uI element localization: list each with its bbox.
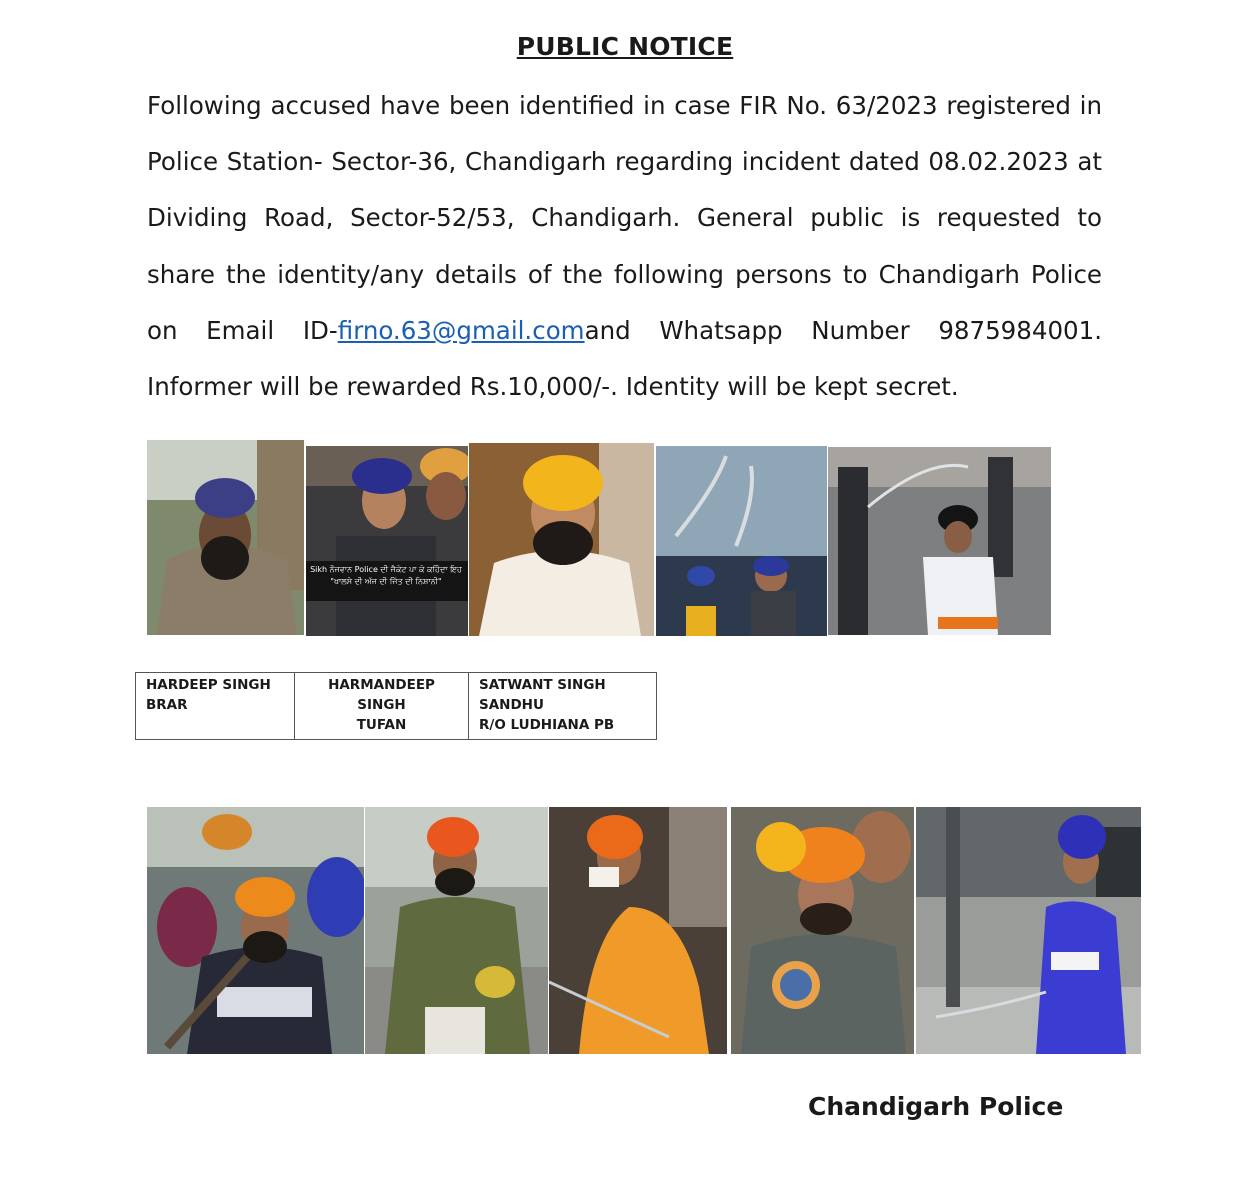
photo-caption: Sikh ਨੌਜਵਾਨ Police ਦੀ ਜੈਕੇਟ ਪਾ ਕੇ ਕਹਿੰਦਾ ਇਹ "ਖਾਲਸੇ ਦੀ ਅੱਜ ਦੀ ਜਿੱਤ ਦੀ ਨਿਸ਼ਾਨੀ" xyxy=(310,565,462,586)
photo-accused-5 xyxy=(365,807,548,1054)
name-cell-3: SATWANT SINGH SANDHU R/O LUDHIANA PB xyxy=(469,673,657,740)
photo-accused-6 xyxy=(549,807,727,1054)
notice-text-part1: Following accused have been identified in case FIR No. 63/2023 registered in Police Station- Sector-36, Chandigarh regarding incident dated 08.02.2023 at Dividing Road, Sector-52/53, Chandigarh. General public is requested to share the identity/any details of the following persons to Chandigarh Police on Email ID- xyxy=(147,91,1102,345)
name-cell-2: HARMANDEEP SINGH TUFAN xyxy=(295,673,469,740)
notice-body xyxy=(147,78,1102,415)
notice-title: PUBLIC NOTICE xyxy=(516,32,734,61)
photo-accused-4 xyxy=(147,807,364,1054)
photo-hardeep-singh-brar xyxy=(147,440,304,635)
email-link[interactable]: firno.63@gmail.com xyxy=(337,315,585,345)
photo-accused-7 xyxy=(731,807,914,1054)
name-cell-1: HARDEEP SINGH BRAR xyxy=(136,673,295,740)
notice-text-part2: and Whatsapp Number 9875984001. Informer will be rewarded Rs.10,000/-. Identity will be kept secret. xyxy=(147,315,1102,402)
photo-crowd-swords-1 xyxy=(656,446,827,636)
names-table xyxy=(135,672,657,740)
photo-accused-8 xyxy=(916,807,1141,1054)
photo-satwant-singh-sandhu xyxy=(469,443,654,636)
table-row xyxy=(136,673,657,740)
photo-harmandeep-singh-tufan xyxy=(306,446,468,636)
photo-crowd-swords-2 xyxy=(828,447,1051,635)
signature: Chandigarh Police xyxy=(808,1092,1064,1121)
